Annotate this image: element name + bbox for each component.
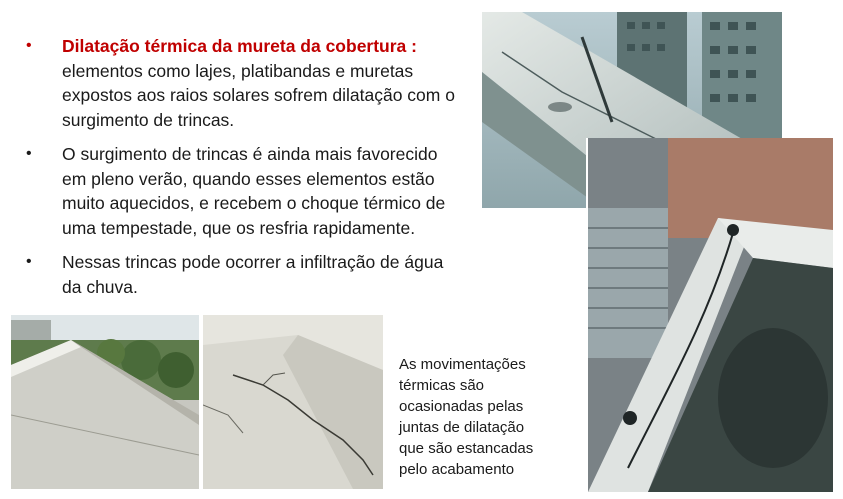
- bullet-line: muito aquecidos, e recebem o choque térmico de: [62, 193, 446, 213]
- roof-parapet-photo: [588, 138, 833, 492]
- bullet-dot: •: [26, 253, 32, 270]
- bullet-line: da chuva.: [62, 276, 138, 297]
- caption-line: As movimentações: [399, 356, 526, 373]
- caption-line: juntas de dilatação: [399, 419, 525, 436]
- bullet-heading: Dilatação térmica da mureta da cobertura :: [62, 36, 417, 56]
- bullet-line: O surgimento de trincas é ainda mais favorecido: [62, 144, 438, 164]
- caption-line: que são estancadas: [399, 440, 534, 457]
- bullet-dot: •: [26, 37, 32, 54]
- bullet-line: em pleno verão, quando esses elementos estão: [62, 168, 435, 189]
- bullet-item: [22, 34, 472, 132]
- sloped-wall-photo: [11, 315, 199, 489]
- bullet-line: elementos como lajes, platibandas e muretas: [62, 60, 414, 81]
- bullet-line: surgimento de trincas.: [62, 109, 235, 130]
- bullet-line: uma tempestade, que os resfria rapidamente.: [62, 217, 416, 238]
- bullet-dot: •: [26, 145, 32, 162]
- caption-line: ocasionadas pelas: [399, 398, 524, 415]
- bullet-line: expostos aos raios solares sofrem dilatação com o: [62, 85, 455, 105]
- bullet-list: [22, 34, 472, 309]
- crack-closeup-photo: [203, 315, 383, 489]
- photo-caption: [399, 354, 559, 480]
- bullet-item: [22, 142, 472, 240]
- bullet-line: Nessas trincas pode ocorrer a infiltração de água: [62, 252, 444, 272]
- caption-line: pelo acabamento: [399, 461, 515, 478]
- bullet-item: [22, 250, 472, 299]
- caption-line: térmicas são: [399, 377, 485, 394]
